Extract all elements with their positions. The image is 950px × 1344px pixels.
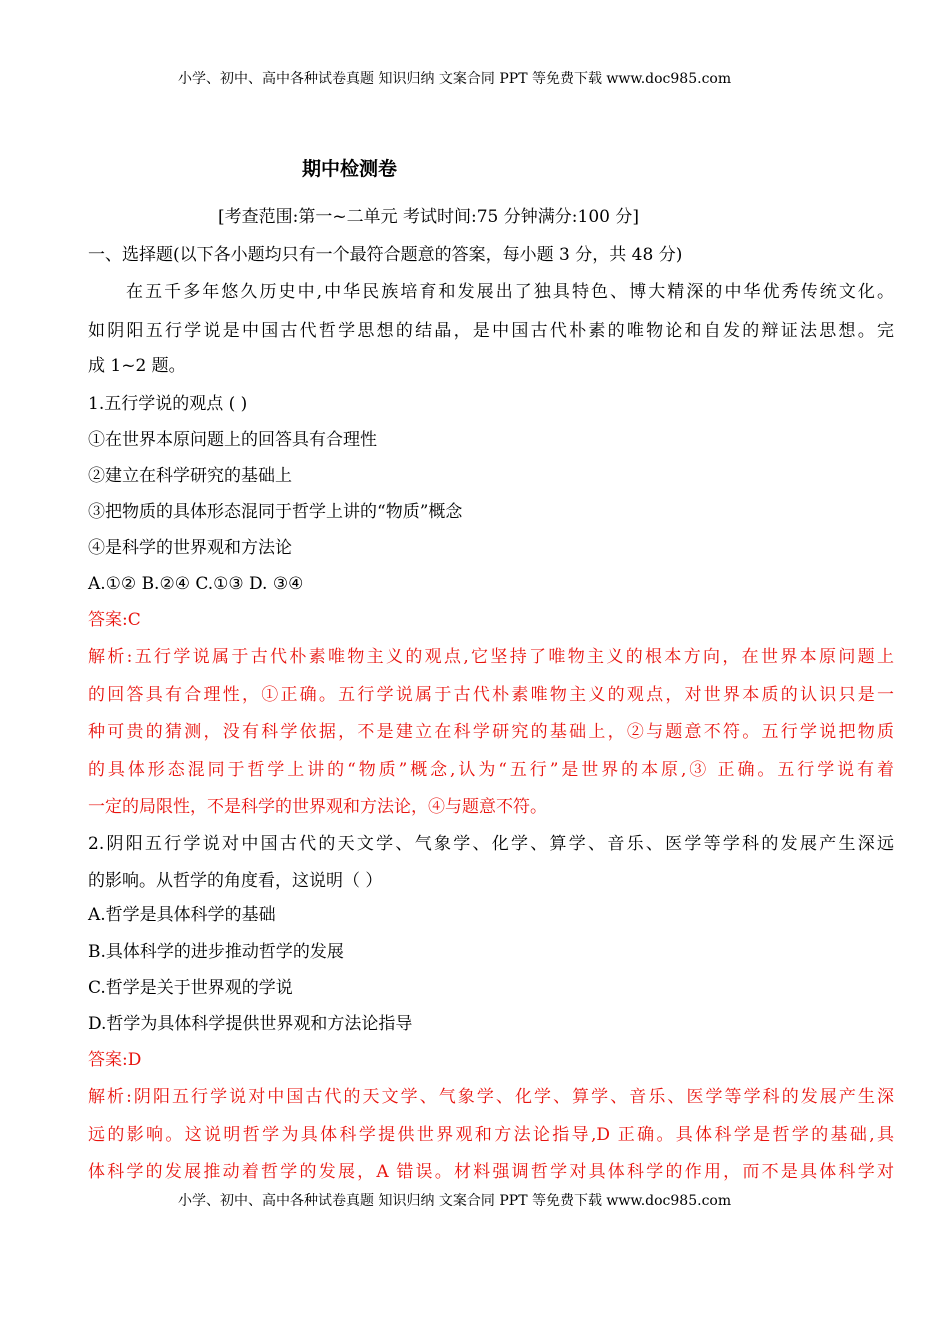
- question-1-analysis-line: 种可贵的猜测，没有科学依据，不是建立在科学研究的基础上，②与题意不符。五行学说把物质: [88, 722, 894, 742]
- question-2-option: C.哲学是关于世界观的学说: [88, 978, 293, 998]
- question-1-analysis-line: 的回答具有合理性，①正确。五行学说属于古代朴素唯物主义的观点，对世界本质的认识只是一: [88, 685, 894, 705]
- material-line-2: 如阴阳五行学说是中国古代哲学思想的结晶，是中国古代朴素的唯物论和自发的辩证法思想。完: [88, 321, 894, 341]
- question-1-option: ④是科学的世界观和方法论: [88, 538, 292, 558]
- material-line-3: 成 1~2 题。: [88, 356, 186, 376]
- question-2-option: B.具体科学的进步推动哲学的发展: [88, 942, 344, 962]
- question-2-analysis-line: 远的影响。这说明哲学为具体科学提供世界观和方法论指导,D 正确。具体科学是哲学的基础,具: [88, 1125, 894, 1145]
- question-1-answer: 答案:C: [88, 610, 141, 630]
- question-2-option: D.哲学为具体科学提供世界观和方法论指导: [88, 1014, 413, 1034]
- material-line-1: 在五千多年悠久历史中,中华民族培育和发展出了独具特色、博大精深的中华优秀传统文化。: [126, 282, 894, 302]
- question-1-stem: 1.五行学说的观点 ( ): [88, 394, 248, 414]
- question-2-stem-line: 2.阴阳五行学说对中国古代的天文学、气象学、化学、算学、音乐、医学等学科的发展产生深远: [88, 834, 894, 854]
- question-2-analysis-line: 解析:阴阳五行学说对中国古代的天文学、气象学、化学、算学、音乐、医学等学科的发展产生深: [88, 1087, 894, 1107]
- doc-title: 期中检测卷: [302, 158, 398, 180]
- question-1-analysis-line: 一定的局限性，不是科学的世界观和方法论，④与题意不符。: [88, 797, 547, 817]
- question-2-stem-line: 的影响。从哲学的角度看，这说明（ ）: [88, 871, 383, 891]
- section-heading: 一、选择题(以下各小题均只有一个最符合题意的答案，每小题 3 分，共 48 分): [88, 245, 683, 265]
- question-1-option: ③把物质的具体形态混同于哲学上讲的“物质”概念: [88, 502, 463, 522]
- question-1-analysis-line: 的具体形态混同于哲学上讲的“物质”概念,认为“五行”是世界的本原,③ 正确。五行学说有着: [88, 760, 894, 780]
- question-2-answer: 答案:D: [88, 1050, 142, 1070]
- header-text: 小学、初中、高中各种试卷真题 知识归纳 文案合同 PPT 等免费下载 www.doc985.com: [178, 71, 732, 87]
- exam-scope: [考查范围:第一~二单元 考试时间:75 分钟满分:100 分]: [218, 207, 639, 227]
- footer-text: 小学、初中、高中各种试卷真题 知识归纳 文案合同 PPT 等免费下载 www.doc985.com: [178, 1193, 732, 1209]
- question-1-analysis-line: 解析:五行学说属于古代朴素唯物主义的观点,它坚持了唯物主义的根本方向，在世界本原问题上: [88, 647, 894, 667]
- question-1-choices: A.①② B.②④ C.①③ D. ③④: [88, 574, 304, 594]
- question-2-analysis-line: 体科学的发展推动着哲学的发展，A 错误。材料强调哲学对具体科学的作用，而不是具体科学对: [88, 1162, 894, 1182]
- question-1-option: ①在世界本原问题上的回答具有合理性: [88, 430, 377, 450]
- question-2-option: A.哲学是具体科学的基础: [88, 905, 276, 925]
- question-1-option: ②建立在科学研究的基础上: [88, 466, 292, 486]
